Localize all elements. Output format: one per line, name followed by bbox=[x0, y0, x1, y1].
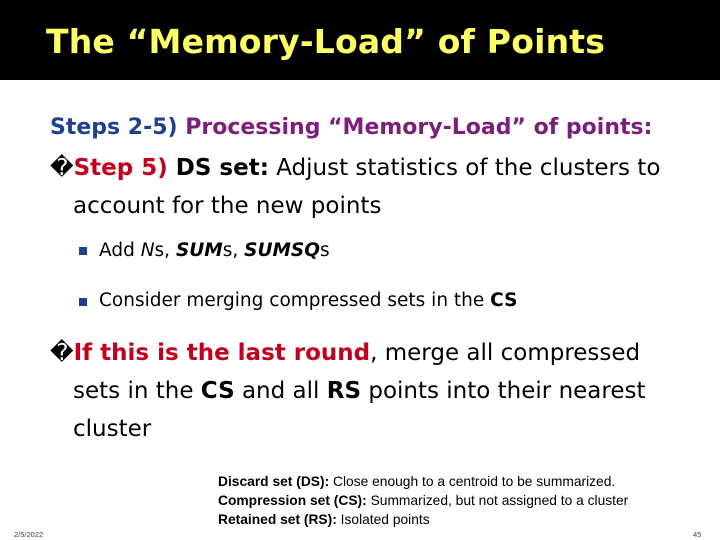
footer-date: 2/5/2022 bbox=[14, 530, 44, 539]
sub-bullet-sep-3: s bbox=[319, 240, 330, 261]
steps-heading-prefix: Steps 2-5) bbox=[50, 115, 186, 140]
last-round-emph: If this is the last round bbox=[73, 340, 371, 366]
cs-term: CS bbox=[490, 290, 518, 311]
sub-bullet-merge-text: Consider merging compressed sets in the bbox=[99, 290, 491, 311]
last-round-line1-text: , merge all compressed bbox=[370, 340, 641, 366]
definition-term: Retained set (RS): bbox=[218, 512, 337, 527]
sub-bullet-sep-2: s, bbox=[222, 240, 245, 261]
last-round-line3: cluster bbox=[73, 416, 152, 442]
cs-term: CS bbox=[200, 378, 235, 404]
steps-heading-text: Processing “Memory-Load” of points: bbox=[185, 115, 653, 140]
rs-term: RS bbox=[326, 378, 362, 404]
step5-line1-text: Adjust statistics of the clusters to bbox=[268, 155, 661, 181]
last-round-line1 bbox=[50, 340, 640, 366]
sub-bullet-add-text: Add bbox=[99, 240, 141, 261]
definition-desc: Isolated points bbox=[336, 512, 430, 527]
slide-number: 45 bbox=[693, 530, 702, 539]
bullet-icon: � bbox=[50, 340, 74, 366]
sub-bullet-sep-1: s, bbox=[154, 240, 176, 261]
definition-term: Discard set (DS): bbox=[218, 474, 330, 489]
definition-cs bbox=[218, 493, 628, 508]
step5-label: Step 5) bbox=[73, 155, 176, 181]
square-bullet-icon bbox=[79, 247, 87, 255]
n-term: N bbox=[140, 240, 155, 261]
definition-ds bbox=[218, 474, 615, 489]
last-round-line2 bbox=[73, 378, 646, 404]
bullet-icon: � bbox=[50, 155, 74, 181]
sub-bullet-merge bbox=[99, 290, 517, 311]
definition-desc: Close enough to a centroid to be summarized. bbox=[329, 474, 616, 489]
last-round-line2-pre: sets in the bbox=[73, 378, 201, 404]
last-round-line2-mid: and all bbox=[234, 378, 327, 404]
last-round-line2-post: points into their nearest bbox=[361, 378, 646, 404]
definition-term: Compression set (CS): bbox=[218, 493, 367, 508]
definition-desc: Summarized, but not assigned to a cluster bbox=[366, 493, 629, 508]
sub-bullet-add bbox=[99, 240, 330, 261]
step5-line2: account for the new points bbox=[73, 193, 382, 219]
sum-term: SUM bbox=[175, 240, 223, 261]
square-bullet-icon bbox=[79, 298, 87, 306]
step5-line1 bbox=[50, 155, 660, 181]
definition-rs bbox=[218, 512, 430, 527]
slide-title: The “Memory-Load” of Points bbox=[46, 22, 606, 61]
sumsq-term: SUMSQ bbox=[244, 240, 320, 261]
ds-set-label: DS set: bbox=[175, 155, 269, 181]
steps-heading bbox=[50, 115, 652, 140]
